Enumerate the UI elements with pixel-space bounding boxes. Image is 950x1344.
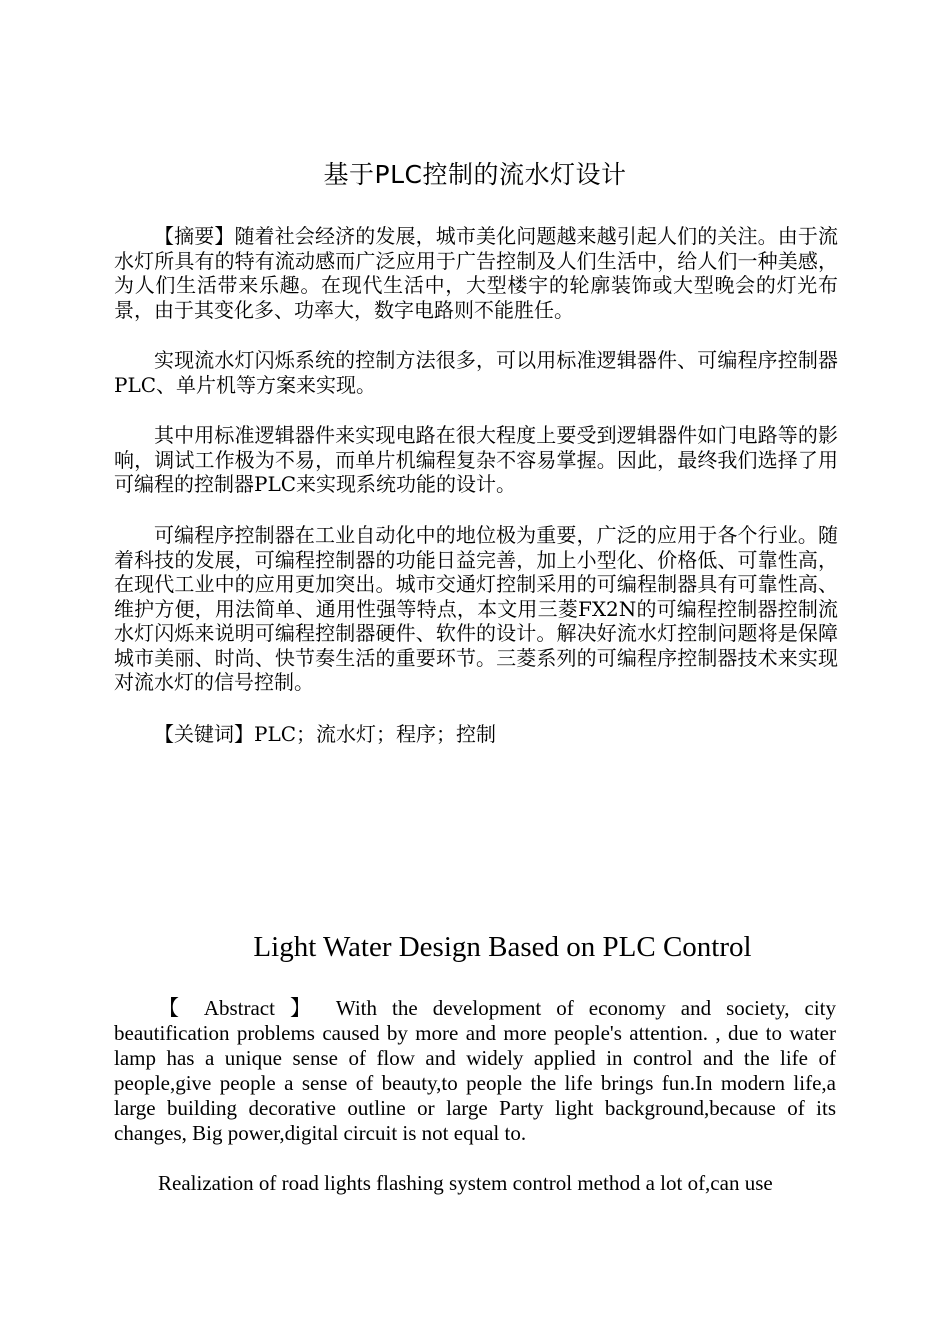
chinese-title: 基于PLC控制的流水灯设计: [323, 160, 627, 189]
chinese-paragraph-2: [114, 348, 838, 397]
english-abstract-text: With the development of economy and society, city beautification problems caused by more and more people's attention. , due to water lamp has a unique sense of flow and widely applied in control and the life of people,give people a sense of beauty,to people the life brings fun.In modern life,a large building decorative outline or large Party light background,because of its changes, Big power,digital circuit is not equal to.: [114, 996, 837, 1145]
chinese-abstract-label: 【摘要】: [154, 224, 235, 248]
english-paragraph-2: [114, 1171, 836, 1196]
chinese-keywords-paragraph: [114, 722, 838, 747]
chinese-abstract-paragraph: [114, 224, 838, 322]
chinese-paragraph-3-text: 其中用标准逻辑器件来实现电路在很大程度上要受到逻辑器件如门电路等的影响，调试工作极为不易，而单片机编程复杂不容易掌握。因此，最终我们选择了用可编程的控制器PLC来实现系统功能的设计。: [114, 423, 838, 496]
chinese-keywords-label: 【关键词】: [154, 722, 254, 746]
chinese-paragraph-2-text: 实现流水灯闪烁系统的控制方法很多，可以用标准逻辑器件、可编程序控制器PLC、单片机等方案来实现。: [114, 348, 838, 397]
english-title: Light Water Design Based on PLC Control: [253, 931, 752, 963]
english-abstract-label: 【 Abstract 】: [158, 996, 321, 1020]
english-paragraph-2-text: Realization of road lights flashing system control method a lot of,can use: [158, 1171, 773, 1195]
chinese-keywords-text: PLC；流水灯；程序；控制: [254, 722, 497, 746]
english-abstract-paragraph: [114, 996, 836, 1146]
chinese-abstract-text: 随着社会经济的发展，城市美化问题越来越引起人们的关注。由于流水灯所具有的特有流动感而广泛应用于广告控制及人们生活中，给人们一种美感，为人们生活带来乐趣。在现代生活中，大型楼宇的轮廓装饰或大型晚会的灯光布景，由于其变化多、功率大，数字电路则不能胜任。: [114, 224, 839, 322]
chinese-paragraph-4-text: 可编程序控制器在工业自动化中的地位极为重要，广泛的应用于各个行业。随着科技的发展，可编程控制器的功能日益完善，加上小型化、价格低、可靠性高，在现代工业中的应用更加突出。城市交通灯控制采用的可编程制器具有可靠性高、维护方便，用法简单、通用性强等特点，本文用三菱FX2N的可编程控制器控制流水灯闪烁来说明可编程控制器硬件、软件的设计。解决好流水灯控制问题将是保障城市美丽、时尚、快节奏生活的重要环节。三菱系列的可编程序控制器技术来实现对流水灯的信号控制。: [114, 523, 838, 694]
chinese-paragraph-4: [114, 523, 838, 695]
chinese-paragraph-3: [114, 423, 838, 497]
